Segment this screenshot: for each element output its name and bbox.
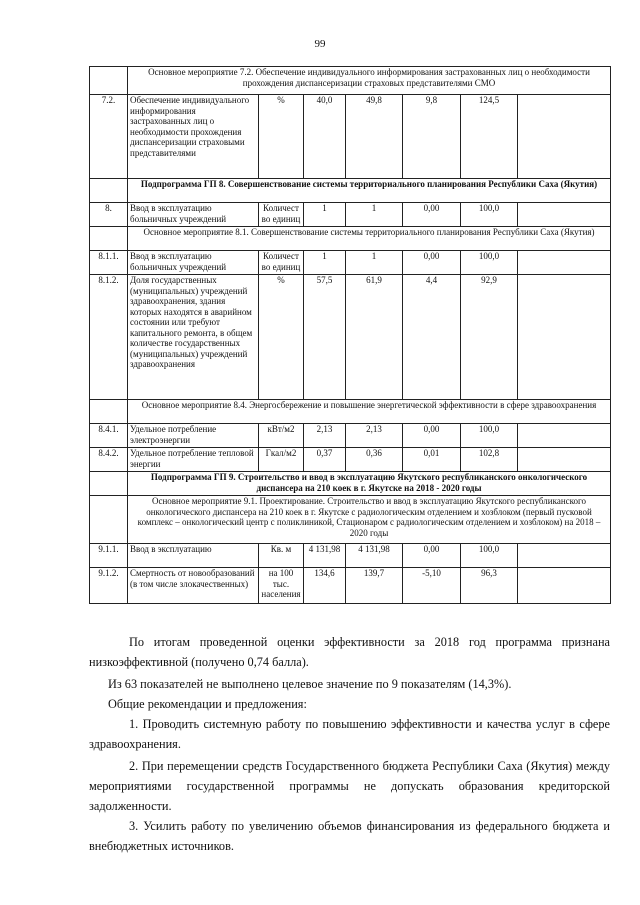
note-cell <box>518 275 611 400</box>
row-number <box>90 400 128 424</box>
note-cell <box>518 203 611 227</box>
percent-value: 96,3 <box>461 568 518 604</box>
deviation-value: 4,4 <box>403 275 461 400</box>
page-number: 99 <box>314 38 326 50</box>
indicator-name: Ввод в эксплуатацию больничных учреждений <box>128 203 259 227</box>
plan-value: 40,0 <box>304 95 346 179</box>
note-cell <box>518 568 611 604</box>
fact-value: 4 131,98 <box>346 544 403 568</box>
table-row <box>90 544 611 568</box>
unit-cell: Количество единиц <box>259 203 304 227</box>
unit-cell: Гкал/м2 <box>259 448 304 472</box>
subprogram-row <box>90 472 611 496</box>
activity-title: Основное мероприятие 9.1. Проектирование. Строительство и ввод в эксплуатацию Якутского республиканского онкологического диспансера на 210 коек в г. Якутске с радиологическим отделением и хозблоком (первый пусковой комплекс – онкологический центр с поликлиникой, Стационаром с радиологическим отделением и хозблоком) на 2018 – 2020 годы <box>128 496 611 544</box>
deviation-value: -5,10 <box>403 568 461 604</box>
row-number <box>90 472 128 496</box>
indicator-name: Доля государственных (муниципальных) учреждений здравоохранения, здания которых находятся в аварийном состоянии или требуют капитального ремонта, в общем количестве государственных (муниципальных) учреждений здравоохранения <box>128 275 259 400</box>
note-cell <box>518 544 611 568</box>
indicators-paragraph: Из 63 показателей не выполнено целевое значение по 9 показателям (14,3%). <box>108 677 512 691</box>
table-row <box>90 251 611 275</box>
table-row <box>90 568 611 604</box>
note-cell <box>518 251 611 275</box>
activity-title: Основное мероприятие 7.2. Обеспечение индивидуального информирования застрахованных лиц о необходимости прохождения диспансеризации страховых представителями СМО <box>128 67 611 95</box>
unit-cell: кВт/м2 <box>259 424 304 448</box>
deviation-value: 0,01 <box>403 448 461 472</box>
unit-cell: Количество единиц <box>259 251 304 275</box>
deviation-value: 9,8 <box>403 95 461 179</box>
fact-value: 1 <box>346 203 403 227</box>
indicator-name: Смертность от новообразований (в том числе злокачественных) <box>128 568 259 604</box>
plan-value: 134,6 <box>304 568 346 604</box>
table-row <box>90 448 611 472</box>
table-row <box>90 424 611 448</box>
subprogram-row <box>90 179 611 203</box>
note-cell <box>518 95 611 179</box>
plan-value: 57,5 <box>304 275 346 400</box>
note-cell <box>518 424 611 448</box>
fact-value: 61,9 <box>346 275 403 400</box>
fact-value: 139,7 <box>346 568 403 604</box>
subprogram-title: Подпрограмма ГП 9. Строительство и ввод в эксплуатацию Якутского республиканского онкологического диспансера на 210 коек в г. Якутске на 2018 - 2020 годы <box>128 472 611 496</box>
deviation-value: 0,00 <box>403 544 461 568</box>
activity-title: Основное мероприятие 8.1. Совершенствование системы территориального планирования Республики Саха (Якутия) <box>128 227 611 251</box>
fact-value: 49,8 <box>346 95 403 179</box>
percent-value: 102,8 <box>461 448 518 472</box>
plan-value: 2,13 <box>304 424 346 448</box>
indicator-name: Ввод в эксплуатацию больничных учреждений <box>128 251 259 275</box>
row-number: 9.1.1. <box>90 544 128 568</box>
unit-cell: Кв. м <box>259 544 304 568</box>
indicator-name: Удельное потребление тепловой энергии <box>128 448 259 472</box>
percent-value: 124,5 <box>461 95 518 179</box>
plan-value: 1 <box>304 251 346 275</box>
indicator-name: Ввод в эксплуатацию <box>128 544 259 568</box>
row-number <box>90 227 128 251</box>
fact-value: 1 <box>346 251 403 275</box>
table-row <box>90 95 611 179</box>
row-number: 9.1.2. <box>90 568 128 604</box>
deviation-value: 0,00 <box>403 251 461 275</box>
percent-value: 100,0 <box>461 544 518 568</box>
percent-value: 92,9 <box>461 275 518 400</box>
plan-value: 4 131,98 <box>304 544 346 568</box>
indicators-table <box>89 66 611 604</box>
section-row <box>90 67 611 95</box>
section-row <box>90 400 611 424</box>
unit-cell: % <box>259 275 304 400</box>
table-row <box>90 203 611 227</box>
plan-value: 0,37 <box>304 448 346 472</box>
conclusion-paragraph: По итогам проведенной оценки эффективности за 2018 год программа признана низкоэффективной (получено 0,74 балла). <box>89 635 610 669</box>
table-row <box>90 275 611 400</box>
deviation-value: 0,00 <box>403 203 461 227</box>
row-number: 7.2. <box>90 95 128 179</box>
row-number: 8. <box>90 203 128 227</box>
recommendations-heading: Общие рекомендации и предложения: <box>108 697 307 711</box>
deviation-value: 0,00 <box>403 424 461 448</box>
note-cell <box>518 448 611 472</box>
recommendation-1: 1. Проводить системную работу по повышению эффективности и качества услуг в сфере здравоохранения. <box>89 717 610 751</box>
row-number <box>90 67 128 95</box>
section-row <box>90 227 611 251</box>
row-number: 8.4.2. <box>90 448 128 472</box>
plan-value: 1 <box>304 203 346 227</box>
recommendation-2: 2. При перемещении средств Государственного бюджета Республики Саха (Якутия) между мероприятиями государственной программы не допускать образования кредиторской задолженности. <box>89 759 610 813</box>
fact-value: 0,36 <box>346 448 403 472</box>
unit-cell: % <box>259 95 304 179</box>
percent-value: 100,0 <box>461 251 518 275</box>
row-number: 8.1.2. <box>90 275 128 400</box>
row-number: 8.1.1. <box>90 251 128 275</box>
activity-title: Основное мероприятие 8.4. Энергосбережение и повышение энергетической эффективности в сфере здравоохранения <box>128 400 611 424</box>
indicator-name: Обеспечение индивидуального информирования застрахованных лиц о необходимости прохождения диспансеризации страховыми представителями <box>128 95 259 179</box>
section-row <box>90 496 611 544</box>
row-number <box>90 496 128 544</box>
percent-value: 100,0 <box>461 203 518 227</box>
percent-value: 100,0 <box>461 424 518 448</box>
indicator-name: Удельное потребление электроэнергии <box>128 424 259 448</box>
subprogram-title: Подпрограмма ГП 8. Совершенствование системы территориального планирования Республики Саха (Якутия) <box>128 179 611 203</box>
row-number <box>90 179 128 203</box>
row-number: 8.4.1. <box>90 424 128 448</box>
recommendation-3: 3. Усилить работу по увеличению объемов финансирования из федерального бюджета и внебюджетных источников. <box>89 819 610 853</box>
unit-cell: на 100 тыс. населения <box>259 568 304 604</box>
fact-value: 2,13 <box>346 424 403 448</box>
